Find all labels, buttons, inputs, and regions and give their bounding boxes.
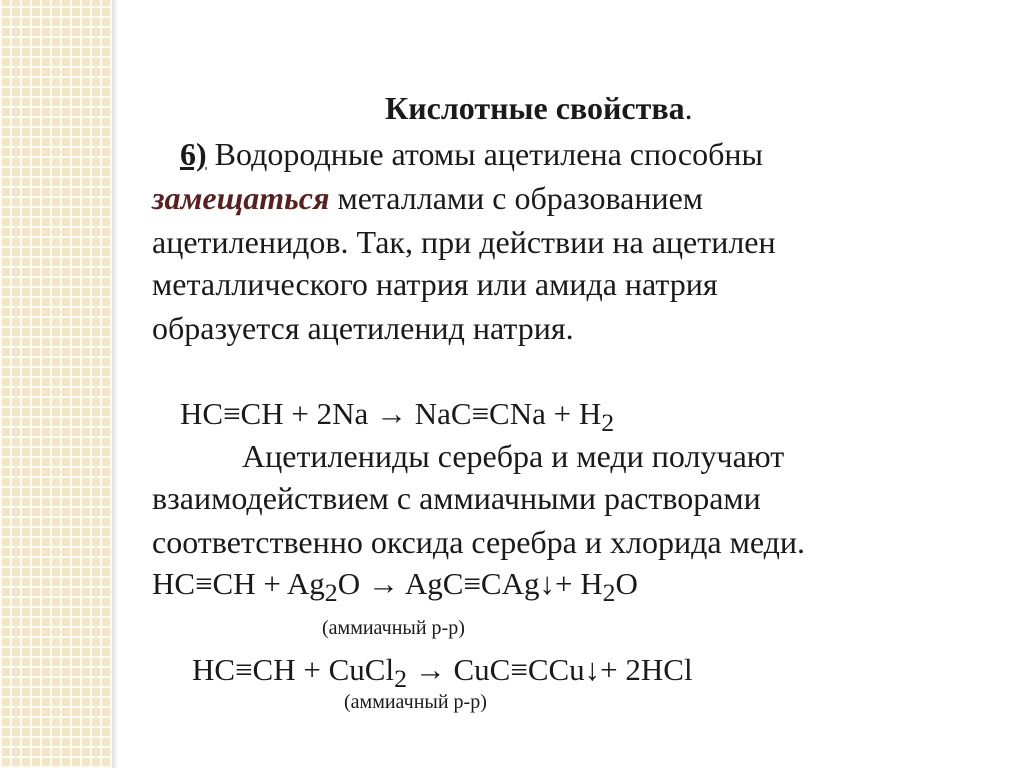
text-line-4: металлического натрия или амида натрия — [152, 266, 718, 302]
equation-3-part1: HC≡CH + CuCl — [192, 652, 395, 687]
line2-text: металлами с образованием — [329, 180, 704, 216]
point-label: 6) — [180, 136, 207, 172]
side-strip-shadow — [112, 0, 118, 768]
equation-2-part2: O → AgC≡CAg↓+ H — [337, 566, 603, 601]
slide-title-line — [385, 88, 693, 128]
text-line-2 — [152, 178, 703, 218]
reaction-note-2: (аммиачный р-р) — [344, 691, 487, 713]
equation-2-subscript-2: 2 — [602, 578, 616, 608]
text-line-5: образуется ацетиленид натрия. — [152, 310, 574, 346]
equation-1-subscript: 2 — [601, 408, 615, 438]
text-line-3: ацетиленидов. Так, при действии на ацетилен — [152, 224, 776, 260]
decorative-side-strip — [0, 0, 112, 768]
para2-line-3: соответственно оксида серебра и хлорида меди. — [152, 524, 806, 560]
title-period: . — [684, 90, 693, 126]
keyword-emphasis: замещаться — [152, 180, 330, 216]
para2-line-2: взаимодействием с аммиачными растворами — [152, 480, 761, 516]
slide-title: Кислотные свойства — [385, 90, 685, 126]
equation-3-subscript: 2 — [394, 664, 407, 694]
equation-2-subscript-1: 2 — [324, 578, 338, 608]
equation-3-part2: → CuC≡CCu↓+ 2HCl — [406, 652, 693, 687]
equation-1-text: HC≡CH + 2Na → NaC≡CNa + H — [180, 396, 602, 431]
equation-2-part3: O — [615, 566, 638, 601]
para2-line-1: Ацетилениды серебра и меди получают — [242, 438, 785, 474]
equation-2 — [152, 564, 638, 613]
line1-text: Водородные атомы ацетилена способны — [206, 136, 763, 172]
reaction-note-1: (аммиачный р-р) — [322, 617, 465, 639]
equation-2-part1: HC≡CH + Ag — [152, 566, 325, 601]
text-line-1 — [180, 134, 763, 174]
